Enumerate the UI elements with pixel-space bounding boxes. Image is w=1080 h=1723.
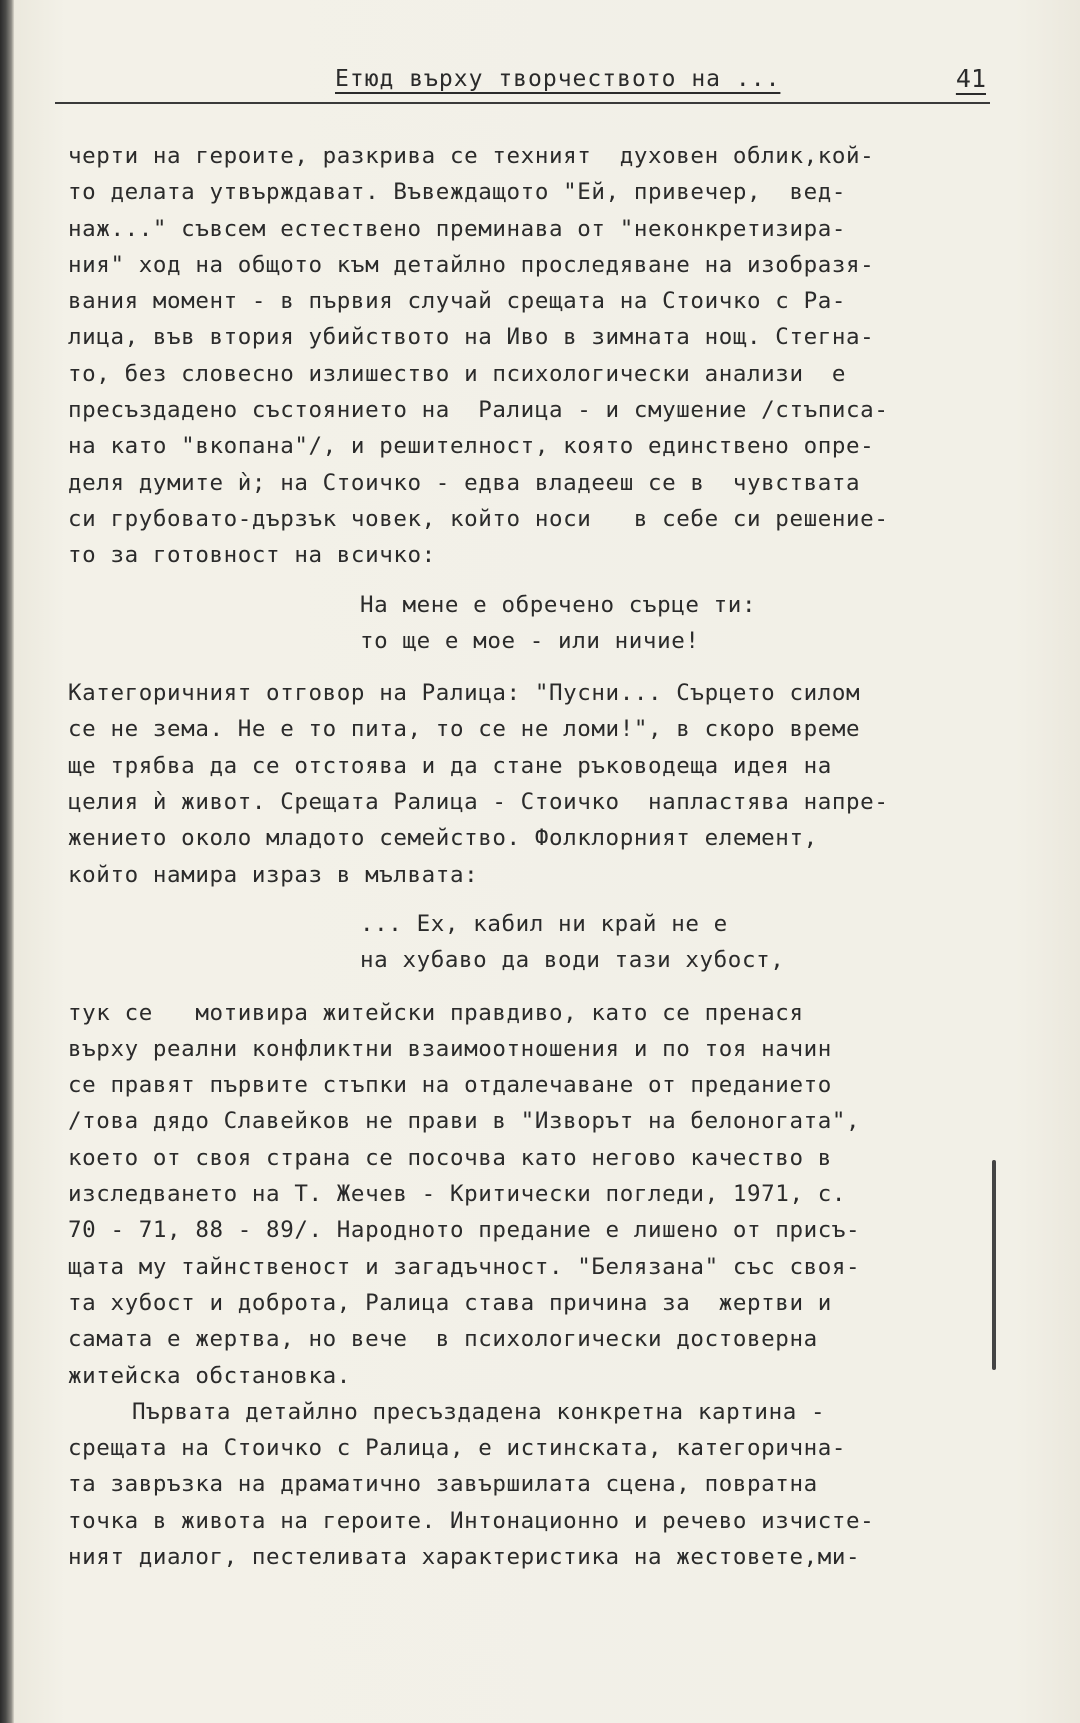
text-line: изследването на Т. Жечев - Критически погледи, 1971, с. (68, 1181, 847, 1208)
text-line: върху реални конфликтни взаимоотношения и по тоя начин (68, 1035, 832, 1062)
text-line: то делата утвърждават. Въвеждащото "Ей, привечер, вед- (68, 179, 847, 206)
text-line: срещата на Стоичко с Ралица, е истинската, категорична- (68, 1435, 847, 1462)
text-line: Първата детайлно пресъздадена конкретна картина - (132, 1398, 826, 1425)
margin-pencil-mark (992, 1160, 996, 1370)
paragraph-4 (68, 1394, 1018, 1575)
text-line: деля думите ѝ; на Стоичко - едва владееш се в чувствата (68, 469, 861, 496)
running-header (55, 62, 990, 104)
text-line: се не зема. Не е то пита, то се не ломи!", в скоро време (68, 716, 861, 743)
text-line: се правят първите стъпки на отдалечаване от преданието (68, 1072, 832, 1099)
paragraph-2 (68, 675, 1018, 893)
paragraph-1 (68, 138, 1018, 574)
text-line: /това дядо Славейков не прави в "Изворът на белоногата", (68, 1108, 861, 1135)
text-line: лица, във втория убийството на Иво в зимната нощ. Стегна- (68, 324, 875, 351)
text-line: наж..." съвсем естествено преминава от "неконкретизира- (68, 215, 847, 242)
text-line: пресъздадено състоянието на Ралица - и смушение /стъписа- (68, 397, 889, 424)
paragraph-3 (68, 995, 1018, 1394)
body-text (68, 138, 1018, 1575)
running-title: Етюд върху творчеството на ... (335, 66, 781, 92)
text-line: си грубовато-дързък човек, който носи в себе си решение- (68, 505, 889, 532)
verse-line: ... Ех, кабил ни край не е (360, 910, 728, 937)
text-line: черти на героите, разкрива се техният духовен облик,кой- (68, 143, 875, 169)
text-line: самата е жертва, но вече в психологически достоверна (68, 1326, 818, 1353)
verse-line: то ще е мое - или ничие! (360, 627, 700, 654)
text-line: точка в живота на героите. Интонационно и речево изчисте- (68, 1507, 875, 1534)
text-line: което от своя страна се посочва като негово качество в (68, 1144, 832, 1171)
text-line: целия ѝ живот. Срещата Ралица - Стоичко напластява напре- (68, 789, 889, 816)
text-line: който намира израз в мълвата: (68, 861, 479, 888)
text-line: жението около младото семейство. Фолклорният елемент, (68, 825, 818, 852)
verse-line: На мене е обречено сърце ти: (360, 591, 757, 618)
text-line: на като "вкопана"/, и решителност, която единствено опре- (68, 433, 875, 460)
text-line: та хубост и доброта, Ралица става причина за жертви и (68, 1289, 832, 1316)
text-line: то, без словесно излишество и психологически анализи е (68, 360, 847, 387)
verse-line: на хубаво да води тази хубост, (360, 947, 785, 974)
text-line: ния" ход на общото към детайлно проследяване на изобразя- (68, 251, 875, 278)
verse-quote-2 (360, 906, 1018, 979)
text-line: Категоричният отговор на Ралица: "Пусни... Сърцето силом (68, 680, 861, 707)
text-line: 70 - 71, 88 - 89/. Народното предание е лишено от присъ- (68, 1217, 861, 1244)
text-line: та завръзка на драматично завършилата сцена, повратна (68, 1471, 818, 1498)
text-line: тук се мотивира житейски правдиво, като се пренася (68, 999, 804, 1026)
page-number: 41 (955, 64, 986, 93)
binding-edge (0, 0, 14, 1723)
text-line: то за готовност на всичко: (68, 542, 436, 569)
text-line: ще трябва да се отстоява и да стане ръководеща идея на (68, 752, 832, 779)
text-line: житейска обстановка. (68, 1362, 351, 1389)
text-line: ният диалог, пестеливата характеристика на жестовете,ми- (68, 1543, 861, 1570)
text-line: щата му тайнственост и загадъчност. "Белязана" със своя- (68, 1253, 861, 1280)
text-line: вания момент - в първия случай срещата на Стоичко с Ра- (68, 288, 847, 315)
verse-quote-1 (360, 587, 1018, 660)
